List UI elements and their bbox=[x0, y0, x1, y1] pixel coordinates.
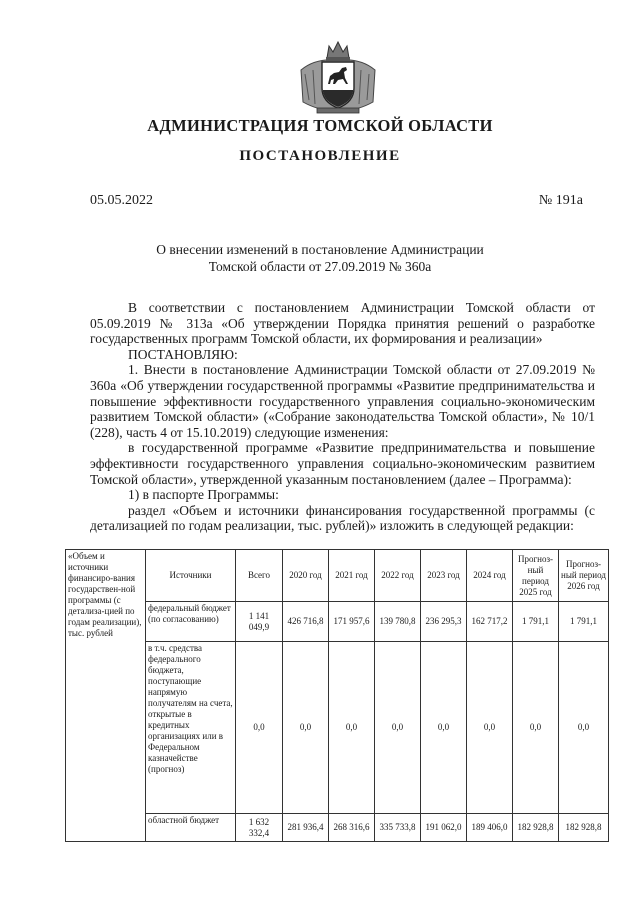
table-header: Прогноз-ный период 2026 год bbox=[559, 550, 609, 602]
organization-title: АДМИНИСТРАЦИЯ ТОМСКОЙ ОБЛАСТИ bbox=[147, 116, 493, 135]
table-cell: 268 316,6 bbox=[329, 814, 375, 842]
table-cell: 171 957,6 bbox=[329, 602, 375, 642]
table-cell: 139 780,8 bbox=[375, 602, 421, 642]
table-cell: 182 928,8 bbox=[513, 814, 559, 842]
table-cell: 0,0 bbox=[329, 642, 375, 814]
paragraph-basis: В соответствии с постановлением Администрации Томской области от 05.09.2019 № 313а «Об утверждении Порядка принятия решений о разработке государственных программ Томской области, их формирования и реализации» bbox=[90, 300, 595, 347]
table-row bbox=[66, 642, 609, 814]
table-cell: 0,0 bbox=[513, 642, 559, 814]
table-header: Источники bbox=[146, 550, 236, 602]
document-date: 05.05.2022 bbox=[90, 193, 153, 208]
table-cell: 191 062,0 bbox=[421, 814, 467, 842]
table-header: 2021 год bbox=[329, 550, 375, 602]
table-row-source: областной бюджет bbox=[146, 814, 236, 842]
table-cell: 1 141 049,9 bbox=[236, 602, 283, 642]
table-row bbox=[66, 602, 609, 642]
table-cell: 1 791,1 bbox=[513, 602, 559, 642]
table-cell: 0,0 bbox=[559, 642, 609, 814]
table-cell: 0,0 bbox=[467, 642, 513, 814]
table-cell: 281 936,4 bbox=[283, 814, 329, 842]
document-body bbox=[90, 300, 595, 534]
paragraph-item-1: 1. Внести в постановление Администрации Томской области от 27.09.2019 № 360а «Об утверждении государственной программы «Развитие предпринимательства и повышение эффективности государственного управления социально-экономическим развитием Томской области» («Собрание законодательства Томской области», № 10/1 (228), часть 4 от 15.10.2019) следующие изменения: bbox=[90, 362, 595, 440]
table-header: Всего bbox=[236, 550, 283, 602]
table-cell: 189 406,0 bbox=[467, 814, 513, 842]
table-row-source: в т.ч. средства федерального бюджета, поступающие напрямую получателям на счета, открытые в кредитных организациях или в Федеральном казначействе (прогноз) bbox=[146, 642, 236, 814]
document-subject bbox=[0, 241, 640, 275]
tomsk-coat-of-arms-icon bbox=[295, 40, 381, 116]
table-cell: 182 928,8 bbox=[559, 814, 609, 842]
paragraph-resolve: ПОСТАНОВЛЯЮ: bbox=[128, 346, 238, 362]
table-header: 2020 год bbox=[283, 550, 329, 602]
table-cell: 236 295,3 bbox=[421, 602, 467, 642]
table-header: 2024 год bbox=[467, 550, 513, 602]
table-header-row bbox=[66, 550, 609, 602]
subject-line-1: О внесении изменений в постановление Администрации bbox=[156, 242, 484, 257]
financing-table bbox=[65, 549, 609, 842]
table-cell: 162 717,2 bbox=[467, 602, 513, 642]
table-header: 2023 год bbox=[421, 550, 467, 602]
paragraph-passport: 1) в паспорте Программы: bbox=[128, 487, 279, 503]
table-cell: 335 733,8 bbox=[375, 814, 421, 842]
table-cell: 1 632 332,4 bbox=[236, 814, 283, 842]
table-header: 2022 год bbox=[375, 550, 421, 602]
table-cell: 0,0 bbox=[283, 642, 329, 814]
document-number: № 191а bbox=[538, 193, 583, 208]
table-row bbox=[66, 814, 609, 842]
table-cell: 426 716,8 bbox=[283, 602, 329, 642]
table-cell: 1 791,1 bbox=[559, 602, 609, 642]
table-cell: 0,0 bbox=[375, 642, 421, 814]
table-row-source: федеральный бюджет (по согласованию) bbox=[146, 602, 236, 642]
paragraph-program: в государственной программе «Развитие предпринимательства и повышение эффективности государственного управления социально-экономическим развитием Томской области», утвержденной указанным постановлением (далее – Программа): bbox=[90, 440, 595, 487]
table-first-cell: «Объем и источники финансиро-вания государствен-ной программы (с детализа-цией по годам реализации), тыс. рублей bbox=[66, 550, 146, 842]
table-header: Прогноз-ный период 2025 год bbox=[513, 550, 559, 602]
subject-line-2: Томской области от 27.09.2019 № 360а bbox=[208, 259, 432, 274]
table-cell: 0,0 bbox=[236, 642, 283, 814]
table-cell: 0,0 bbox=[421, 642, 467, 814]
document-type: ПОСТАНОВЛЕНИЕ bbox=[239, 148, 401, 164]
paragraph-section: раздел «Объем и источники финансирования государственной программы (с детализацией по годам реализации, тыс. рублей)» изложить в следующей редакции: bbox=[90, 502, 595, 534]
